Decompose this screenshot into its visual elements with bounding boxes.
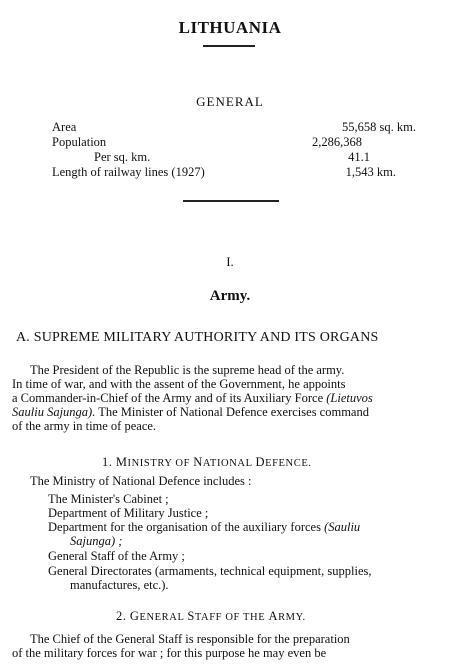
para1-line4	[12, 405, 369, 419]
ministry-item-directorates: General Directorates (armaments, technical equipment, supplies,	[48, 564, 372, 578]
text-eneral: ENERAL	[139, 612, 185, 623]
para2-line2: of the military forces for war ; for this purpose he may even be	[12, 646, 327, 660]
text-ational: ATIONAL	[202, 458, 253, 469]
general-heading: GENERAL	[196, 94, 264, 109]
ministry-item-general-staff: General Staff of the Army ;	[48, 549, 185, 563]
para1-line3-text: a Commander-in-Chief of the Army and of its Auxiliary Force	[12, 391, 324, 405]
para1-line3-italic: (Lietuvos	[326, 391, 373, 405]
stat-density-label: Per sq. km.	[94, 150, 151, 164]
stat-railway-label: Length of railway lines (1927)	[52, 165, 205, 179]
cap-a: A	[268, 609, 279, 623]
section-title: Army.	[209, 288, 251, 304]
cap-s: S	[187, 609, 195, 623]
stat-area-label: Area	[52, 120, 77, 134]
para1-line2: In time of war, and with the assent of the Government, he appoints	[12, 377, 346, 391]
para1-line3	[12, 391, 373, 405]
text-inistry-of: INISTRY OF	[127, 458, 191, 469]
cap-d: D	[255, 455, 266, 469]
cap-m: M	[115, 455, 128, 469]
cap-g: G	[129, 609, 140, 623]
ministry-item-cabinet: The Minister's Cabinet ;	[48, 492, 169, 506]
page-title: LITHUANIA	[178, 18, 282, 37]
section-number: I.	[226, 254, 234, 269]
title-rule	[203, 45, 255, 47]
ministry-item-auxiliary-text: Department for the organisation of the auxiliary forces	[48, 520, 321, 534]
text-efence: EFENCE.	[265, 458, 312, 469]
ministry-item-justice: Department of Military Justice ;	[48, 506, 209, 520]
para1-line4-italic: Sauliu Sajunga).	[12, 405, 96, 419]
ministry-item-auxiliary-cont: Sajunga) ;	[70, 534, 123, 548]
ministry-item-auxiliary-italic: (Sauliu	[324, 520, 361, 534]
section-rule	[183, 200, 279, 202]
subheading-ministry-num: 1.	[102, 455, 113, 469]
cap-n: N	[193, 455, 203, 469]
ministry-intro: The Ministry of National Defence includes :	[30, 474, 252, 488]
subheading-ministry	[102, 455, 312, 470]
stat-population-value: 2,286,368	[312, 135, 362, 149]
subsection-a-heading: A. SUPREME MILITARY AUTHORITY AND ITS ORGANS	[16, 330, 379, 345]
para2-line1: The Chief of the General Staff is responsible for the preparation	[30, 632, 350, 646]
text-taff-of-the: TAFF OF THE	[194, 612, 266, 623]
stat-density-value: 41.1	[348, 150, 370, 164]
subheading-staff-num: 2.	[116, 609, 127, 623]
text-rmy: RMY.	[278, 612, 306, 623]
para1-line1: The President of the Republic is the supreme head of the army.	[30, 363, 345, 377]
stat-area-value: 55,658 sq. km.	[342, 120, 416, 134]
ministry-item-auxiliary	[48, 520, 360, 535]
stat-population-label: Population	[52, 135, 107, 149]
subheading-general-staff	[116, 609, 306, 624]
para1-line5: of the army in time of peace.	[12, 419, 157, 433]
ministry-item-directorates-cont: manufactures, etc.).	[70, 578, 169, 592]
para1-line4-text: The Minister of National Defence exercises command	[98, 405, 369, 419]
stat-railway-value: 1,543 km.	[345, 165, 396, 179]
